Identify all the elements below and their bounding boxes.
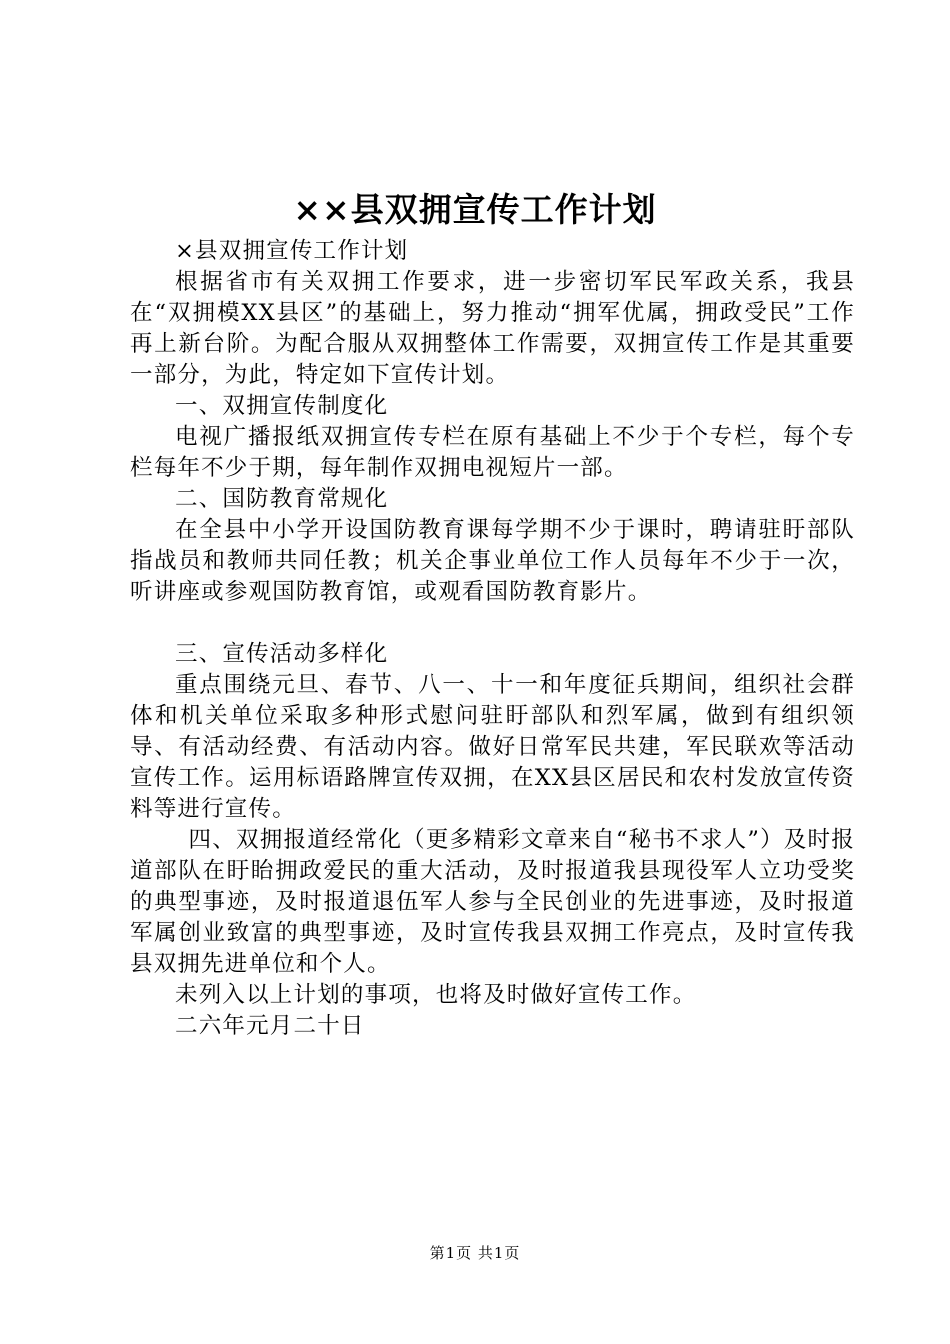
intro-paragraph: 根据省市有关双拥工作要求，进一步密切军民军政关系，我县在“双拥模XX县区”的基础上，努力推动“拥军优属，拥政受民”工作再上新台阶。为配合服从双拥整体工作需要，双拥宣传工作是其重要一部分，为此，特定如下宣传计划。: [130, 269, 855, 388]
document-body: [130, 236, 855, 1042]
section-paragraph-1: 电视广播报纸双拥宣传专栏在原有基础上不少于个专栏，每个专栏每年不少于期，每年制作双拥电视短片一部。: [130, 424, 855, 481]
document-title: ××县双拥宣传工作计划: [293, 190, 657, 229]
section-paragraph-4: 四、双拥报道经常化（更多精彩文章来自“秘书不求人”）及时报道部队在盱眙拥政爱民的重大活动，及时报道我县现役军人立功受奖的典型事迹，及时报道退伍军人参与全民创业的先进事迹，及时报道军属创业致富的典型事迹，及时宣传我县双拥工作亮点，及时宣传我县双拥先进单位和个人。: [130, 827, 855, 977]
blank-line: [130, 608, 855, 639]
page-footer: 第1页 共1页: [429, 1244, 521, 1262]
date-line: 二六年元月二十日: [175, 1013, 365, 1039]
section-paragraph-2: 在全县中小学开设国防教育课每学期不少于课时，聘请驻盱部队指战员和教师共同任教；机关企事业单位工作人员每年不少于一次，听讲座或参观国防教育馆，或观看国防教育影片。: [130, 517, 855, 605]
closing-paragraph: 未列入以上计划的事项，也将及时做好宣传工作。: [175, 982, 697, 1008]
section-heading-1: 一、双拥宣传制度化: [175, 393, 389, 419]
subtitle-line: ×县双拥宣传工作计划: [175, 238, 409, 264]
section-paragraph-3: 重点围绕元旦、春节、八一、十一和年度征兵期间，组织社会群体和机关单位采取多种形式慰问驻盱部队和烈军属，做到有组织领导、有活动经费、有活动内容。做好日常军民共建，军民联欢等活动宣传工作。运用标语路牌宣传双拥，在XX县区居民和农村发放宣传资料等进行宣传。: [130, 672, 855, 822]
section-heading-3: 三、宣传活动多样化: [175, 641, 389, 667]
section-heading-2: 二、国防教育常规化: [175, 486, 389, 512]
